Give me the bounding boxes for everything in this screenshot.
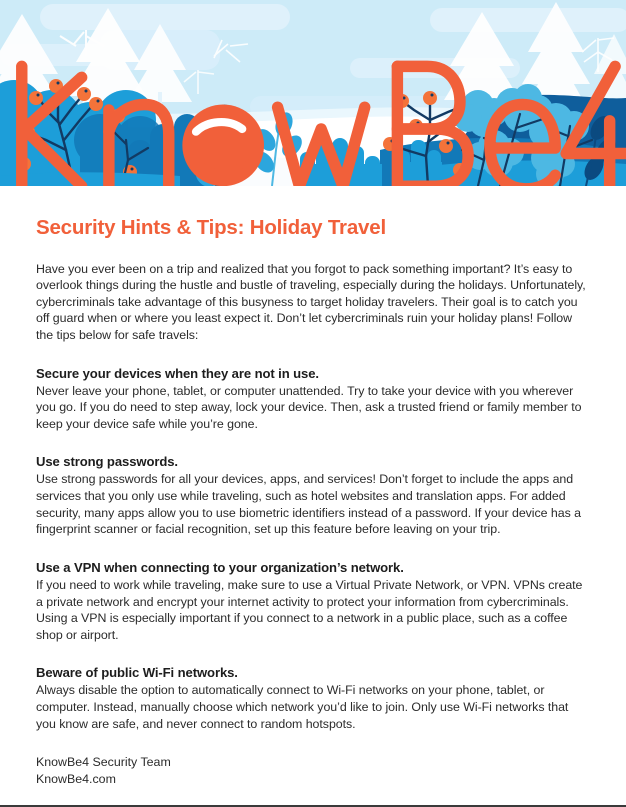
tip-body: Always disable the option to automatically connect to Wi-Fi networks on your phone, tablet, or computer. Instead, manually choose which network you’d like to join. Only use Wi-Fi networks that you know are safe, and never connect to random hotspots.	[36, 683, 569, 731]
page-title: Security Hints & Tips: Holiday Travel	[36, 216, 386, 239]
signature-block	[36, 754, 590, 788]
winter-forest-illustration	[0, 0, 626, 186]
tip-heading: Secure your devices when they are not in use.	[36, 365, 319, 381]
tip-heading: Beware of public Wi-Fi networks.	[36, 665, 238, 681]
hero-banner	[0, 0, 626, 186]
tip-body: Never leave your phone, tablet, or computer unattended. Try to take your device with you wherever you go. If you do need to step away, lock your device. Then, ask a trusted friend or family member to keep your device safe while you’re gone.	[36, 383, 582, 431]
signature-team: KnowBe4 Security Team	[36, 755, 171, 770]
signature-website: KnowBe4.com	[36, 772, 116, 787]
tip-body: If you need to work while traveling, make sure to use a Virtual Private Network, or VPN. VPNs create a private network and encrypt your internet activity to protect your information from cybercriminals. Using a VPN is especially important if you connect to a network in a public place, such as a coffee shop or airport.	[36, 577, 583, 642]
intro-paragraph: Have you ever been on a trip and realized that you forgot to pack something important? It’s easy to overlook things during the hustle and bustle of traveling, especially during the holidays. Unfortunately, cybercriminals take advantage of this busyness to target holiday travelers. Their goal is to catch you off guard when or where you least expect it. Don’t let cybercriminals ruin your holiday plans! Follow the tips below for safe travels:	[36, 261, 586, 342]
tip-section-2	[36, 453, 590, 537]
tip-section-1	[36, 365, 590, 433]
tip-heading: Use strong passwords.	[36, 454, 178, 470]
document-body	[0, 217, 626, 788]
tip-heading: Use a VPN when connecting to your organization’s network.	[36, 559, 404, 575]
tip-body: Use strong passwords for all your devices, apps, and services! Don’t forget to include the apps and services that you only use while traveling, such as hotel websites and translation apps. For added security, many apps allow you to use biometric identifiers instead of a password. If your device has a fingerprint scanner or facial recognition, set up this feature before leaving on your trip.	[36, 472, 581, 537]
tip-section-4	[36, 664, 590, 732]
tip-section-3	[36, 559, 590, 643]
